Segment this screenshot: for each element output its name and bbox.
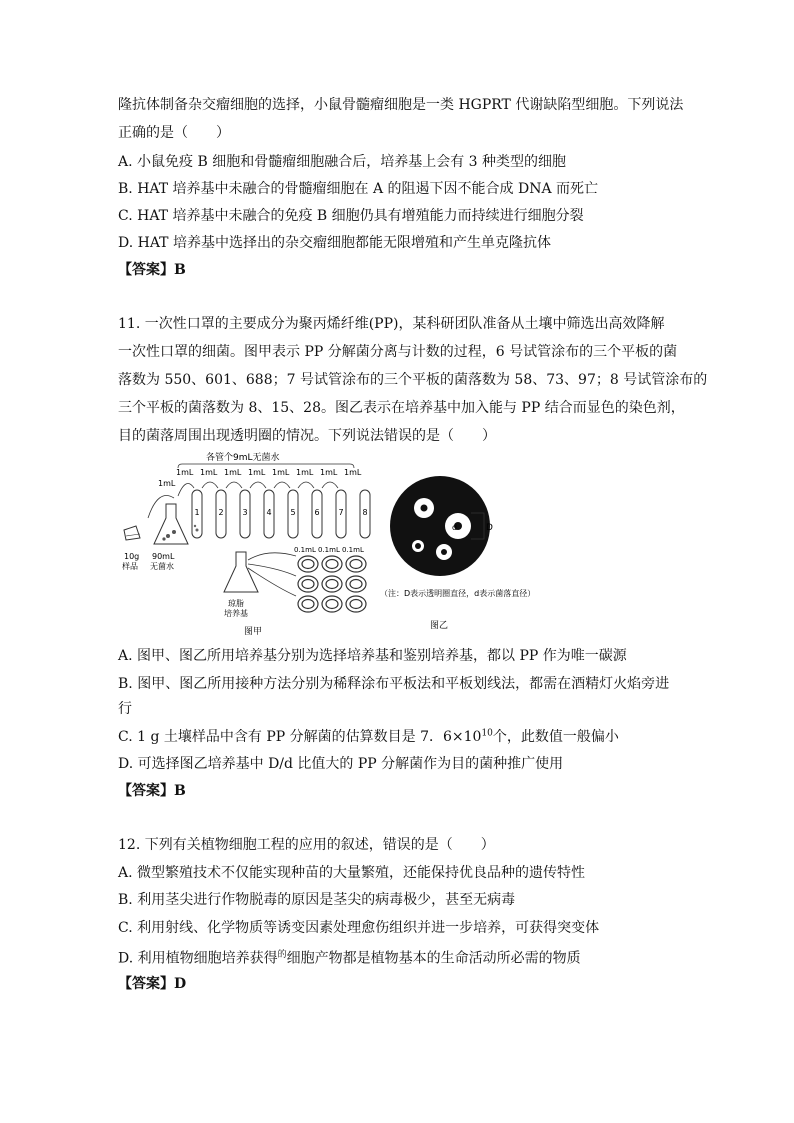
fig-small-d-label: d xyxy=(452,523,458,532)
fig-drop-label: 0.1mL xyxy=(318,546,340,554)
fig-ml-labels xyxy=(158,468,362,488)
fig-arrow xyxy=(322,482,338,488)
fig-tube-number: 1 xyxy=(194,508,200,517)
q10-option-b: B. HAT 培养基中未融合的骨髓瘤细胞在 A 的阻遏下因不能合成 DNA 而死亡 xyxy=(118,181,599,197)
fig-plate xyxy=(298,576,318,592)
fig-tube-number: 3 xyxy=(242,508,248,517)
q12-option-d-small: 的 xyxy=(277,950,287,960)
fig-agar-label-1: 琼脂 xyxy=(228,599,244,608)
fig-plate xyxy=(298,556,318,572)
fig-note: （注：D表示透明圈直径，d表示菌落直径） xyxy=(380,589,536,598)
fig-plate xyxy=(346,576,366,592)
q11-stem-line-4: 三个平板的菌落数为 8、15、28。图乙表示在培养基中加入能与 PP 结合而显色的染色剂， xyxy=(118,400,685,416)
fig-sample-label-2: 样品 xyxy=(122,562,138,571)
fig-drop-label: 0.1mL xyxy=(294,546,316,554)
q11-option-c-pre: C. 1 g 土壤样品中含有 PP 分解菌的估算数目是 7．6×10 xyxy=(118,729,482,745)
fig-plate xyxy=(346,556,366,572)
fig-tube-number: 8 xyxy=(362,508,368,517)
q12-option-d xyxy=(118,947,581,968)
fig-agar-label-2: 培养基 xyxy=(224,609,248,618)
fig-tube-number: 7 xyxy=(338,508,344,517)
q12-option-b: B. 利用茎尖进行作物脱毒的原因是茎尖的病毒极少，甚至无病毒 xyxy=(118,892,516,908)
fig-ml-label: 1mL xyxy=(176,468,194,477)
q12-option-d-post: 细胞产物都是植物基本的生命活动所必需的物质 xyxy=(286,950,581,967)
fig-ml-label: 1mL xyxy=(200,468,218,477)
q11-stem-line-2: 一次性口罩的细菌。图甲表示 PP 分解菌分离与计数的过程，6 号试管涂布的三个平板的菌 xyxy=(118,344,678,360)
fig-ml-label: 1mL xyxy=(272,468,290,477)
q10-option-c: C. HAT 培养基中未融合的免疫 B 细胞仍具有增殖能力而持续进行细胞分裂 xyxy=(118,208,584,224)
fig-ml-label: 1mL xyxy=(248,468,266,477)
fig-caption-b: 图乙 xyxy=(430,621,449,631)
fig-arrow xyxy=(250,482,266,488)
fig-tube-number: 4 xyxy=(266,508,272,517)
fig-sample-icon xyxy=(124,526,140,540)
fig-caption-a: 图甲 xyxy=(244,627,263,636)
q11-option-b-line-1: B. 图甲、图乙所用接种方法分别为稀释涂布平板法和平板划线法，都需在酒精灯火焰旁进 xyxy=(118,676,670,692)
q11-option-c xyxy=(118,726,619,746)
fig-arrow xyxy=(248,564,296,576)
fig-arrow xyxy=(226,482,242,488)
fig-ml-label: 1mL xyxy=(224,468,242,477)
q12-option-a: A. 微型繁殖技术不仅能实现种苗的大量繁殖，还能保持优良品种的遗传特性 xyxy=(118,865,586,881)
fig-ml-label: 1mL xyxy=(296,468,314,477)
fig-petri-dish xyxy=(390,476,490,576)
q11-option-c-exponent: 10 xyxy=(481,728,493,739)
q10-answer: 【答案】B xyxy=(118,262,186,278)
fig-flask-label-2: 无菌水 xyxy=(150,562,174,571)
q11-option-c-post: 个，此数值一般偏小 xyxy=(492,729,619,745)
q10-stem-line-2: 正确的是（ ） xyxy=(118,125,230,141)
q11-option-a: A. 图甲、图乙所用培养基分别为选择培养基和鉴别培养基，都以 PP 作为唯一碳源 xyxy=(118,648,627,664)
fig-sample-label-1: 10g xyxy=(124,552,140,561)
q10-option-d: D. HAT 培养基中选择出的杂交瘤细胞都能无限增殖和产生单克隆抗体 xyxy=(118,235,551,251)
fig-plate xyxy=(322,556,342,572)
q12-stem: 12. 下列有关植物细胞工程的应用的叙述，错误的是（ ） xyxy=(118,837,495,853)
fig-arrow xyxy=(298,482,314,488)
fig-plate xyxy=(346,596,366,612)
fig-arrow xyxy=(248,553,296,560)
fig-plates-grid xyxy=(298,556,366,612)
q11-answer: 【答案】B xyxy=(118,783,186,799)
q12-option-d-pre: D. 利用植物细胞培养获得 xyxy=(118,950,278,967)
fig-tube-number: 2 xyxy=(218,508,224,517)
fig-plate xyxy=(322,576,342,592)
fig-tube-number: 6 xyxy=(314,508,320,517)
q11-option-b-line-2: 行 xyxy=(118,701,132,717)
q11-stem-line-3: 落数为 550、601、688；7 号试管涂布的三个平板的菌落数为 58、73、97；8 号试管涂布的 xyxy=(118,372,708,388)
q10-option-a: A. 小鼠免疫 B 细胞和骨髓瘤细胞融合后，培养基上会有 3 种类型的细胞 xyxy=(118,154,567,170)
fig-ml-label: 1mL xyxy=(344,468,362,477)
fig-flask-label-1: 90mL xyxy=(152,552,175,561)
fig-drop-label: 0.1mL xyxy=(342,546,364,554)
q11-option-d: D. 可选择图乙培养基中 D/d 比值大的 PP 分解菌作为目的菌种推广使用 xyxy=(118,756,564,772)
fig-arrow xyxy=(274,482,290,488)
q11-figure xyxy=(118,448,578,636)
fig-dilution-flask xyxy=(154,504,188,544)
fig-tube-number: 5 xyxy=(290,508,296,517)
q11-stem-line-1: 11. 一次性口罩的主要成分为聚丙烯纤维(PP)，某科研团队准备从土壤中筛选出高效降解 xyxy=(118,316,665,332)
fig-agar-flask xyxy=(224,552,258,592)
q10-stem-line-1: 隆抗体制备杂交瘤细胞的选择，小鼠骨髓瘤细胞是一类 HGPRT 代谢缺陷型细胞。下列说法 xyxy=(118,97,684,113)
fig-ml-label: 1mL xyxy=(158,479,176,488)
fig-tube-numbers xyxy=(194,508,367,517)
q11-stem-line-5: 目的菌落周围出现透明圈的情况。下列说法错误的是（ ） xyxy=(118,428,496,444)
q12-option-c: C. 利用射线、化学物质等诱变因素处理愈伤组织并进一步培养，可获得突变体 xyxy=(118,920,600,936)
fig-arrow xyxy=(202,482,218,488)
fig-top-label: 各管个9mL无菌水 xyxy=(206,453,280,463)
fig-plate xyxy=(322,596,342,612)
fig-plate xyxy=(298,596,318,612)
fig-drop-labels xyxy=(294,546,364,554)
fig-big-d-label: D xyxy=(486,523,493,533)
q12-answer: 【答案】D xyxy=(118,976,187,992)
fig-ml-label: 1mL xyxy=(320,468,338,477)
